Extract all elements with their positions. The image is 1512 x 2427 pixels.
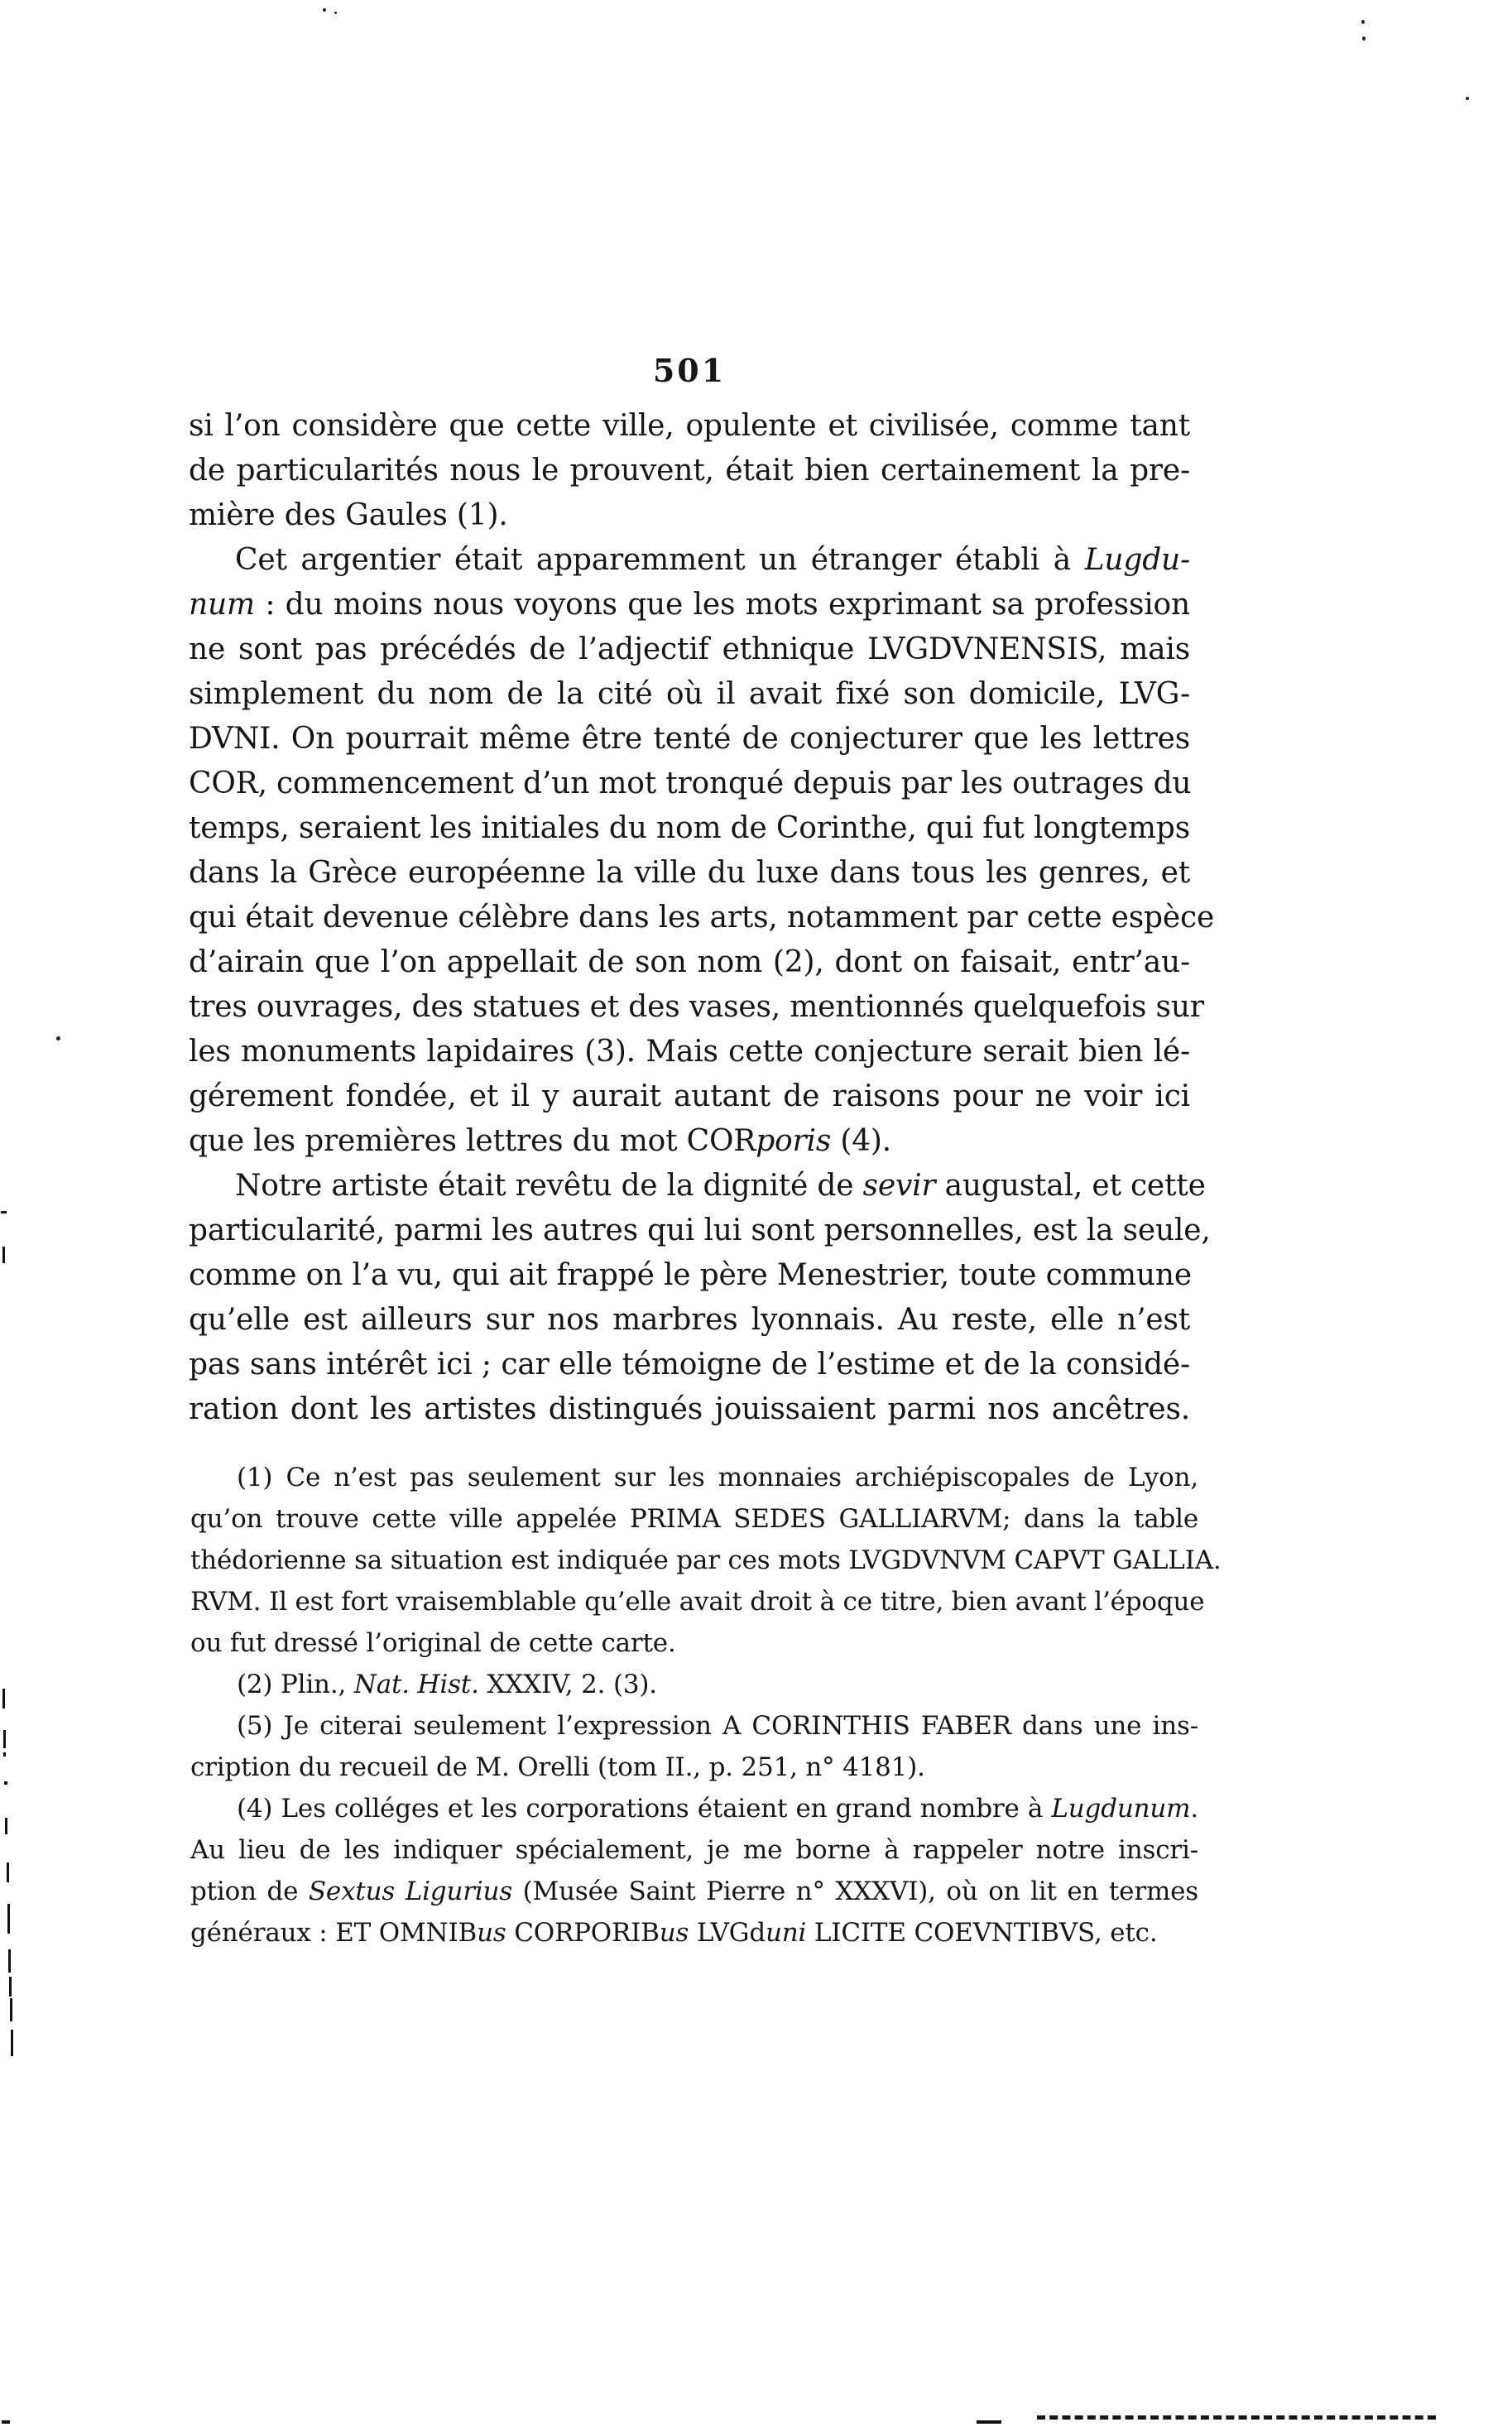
margin-mark: [11, 2030, 13, 2056]
body-line: [189, 1119, 1190, 1164]
footnote-line: ou fut dressé l’original de cette carte.: [190, 1628, 676, 1658]
text-segment: (4) Les colléges et les corporations étaient en grand nombre à: [237, 1794, 1052, 1824]
italic-segment: Sextus Ligurius: [308, 1877, 513, 1906]
margin-mark: [5, 1818, 7, 1834]
footnote-line: (1) Ce n’est pas seulement sur les monnaies archiépiscopales de Lyon,: [237, 1463, 1198, 1492]
page-number: 501: [652, 352, 727, 389]
italic-segment: num: [189, 588, 255, 622]
margin-mark: [9, 1977, 12, 1997]
footnote-line: [190, 1664, 1198, 1705]
text-segment: .: [1190, 1794, 1198, 1824]
italic-segment: poris: [756, 1124, 832, 1158]
body-line: pas sans intérêt ici ; car elle témoigne de l’estime et de la considé-: [189, 1348, 1190, 1382]
body-line: COR, commencement d’un mot tronqué depuis par les outrages du: [189, 767, 1192, 800]
italic-segment: us: [659, 1918, 689, 1948]
text-segment: (2) Plin.,: [237, 1670, 354, 1699]
margin-mark: [1, 1211, 7, 1214]
body-line: qui était devenue célèbre dans les arts, notamment par cette espèce: [189, 901, 1215, 935]
text-segment: XXXIV, 2. (3).: [478, 1670, 657, 1699]
body-line: si l’on considère que cette ville, opulente et civilisée, comme tant: [189, 409, 1190, 443]
body-line: ne sont pas précédés de l’adjectif ethnique LVGDVNENSIS, mais: [189, 632, 1190, 666]
scan-speck: [1362, 36, 1366, 41]
scan-speck: [323, 8, 326, 12]
body-line: [189, 583, 1190, 627]
text-segment: (4).: [831, 1124, 892, 1158]
margin-mark: [8, 1949, 11, 1973]
body-line: tres ouvrages, des statues et des vases, mentionnés quelquefois sur: [189, 990, 1204, 1024]
body-line: de particularités nous le prouvent, était bien certainement la pre-: [189, 454, 1190, 488]
text-segment: généraux : ET OMNIB: [190, 1918, 478, 1948]
footnote-line: [190, 1912, 1198, 1954]
body-line: comme on l’a vu, qui ait frappé le père Menestrier, toute commune: [189, 1258, 1193, 1292]
body-line: [189, 1164, 1206, 1209]
body-line: d’airain que l’on appellait de son nom (2), dont on faisait, entr’au-: [189, 945, 1190, 979]
margin-mark: [10, 1998, 12, 2021]
margin-mark: [4, 1781, 7, 1785]
text-segment: augustal, et cette: [935, 1169, 1206, 1203]
text-segment: Cet argentier était apparemment un étranger établi à: [235, 543, 1085, 577]
italic-segment: uni: [765, 1918, 807, 1948]
margin-mark: [2, 1689, 5, 1709]
text-segment: : du moins nous voyons que les mots exprimant sa profession: [254, 588, 1190, 622]
body-line: temps, seraient les initiales du nom de Corinthe, qui fut longtemps: [189, 811, 1190, 845]
text-segment: (Musée Saint Pierre n° XXXVI), où on lit en termes: [512, 1877, 1198, 1906]
scan-dash: [2, 2420, 10, 2424]
body-line: simplement du nom de la cité où il avait fixé son domicile, LVG-: [189, 677, 1190, 711]
scan-dash: [977, 2420, 1001, 2424]
footnote-line: (5) Je citerai seulement l’expression A CORINTHIS FABER dans une ins-: [237, 1711, 1198, 1741]
body-text: [189, 404, 1215, 1432]
text-segment: que les premières lettres du mot COR: [189, 1124, 756, 1158]
italic-segment: Lugdu-: [1084, 543, 1190, 577]
text-segment: ption de: [190, 1877, 309, 1906]
footnote-line: [190, 1871, 1198, 1912]
body-line: DVNI. On pourrait même être tenté de conjecturer que les lettres: [189, 722, 1190, 756]
body-line: particularité, parmi les autres qui lui sont personnelles, est la seule,: [189, 1214, 1211, 1247]
body-line: dans la Grèce européenne la ville du luxe dans tous les genres, et: [189, 856, 1190, 890]
footnote-line: [190, 1788, 1198, 1829]
scan-speck: [334, 12, 337, 14]
text-segment: Notre artiste était revêtu de la dignité de: [235, 1169, 863, 1203]
text-segment: LVGd: [689, 1918, 766, 1948]
footnote-line: thédorienne sa situation est indiquée par ces mots LVGDVNVM CAPVT GALLIA.: [190, 1545, 1222, 1575]
body-line: [189, 538, 1190, 583]
footnote-line: RVM. Il est fort vraisemblable qu’elle avait droit à ce titre, bien avant l’époque: [190, 1587, 1205, 1617]
body-line: gérement fondée, et il y aurait autant de raisons pour ne voir ici: [189, 1079, 1190, 1113]
body-line: ration dont les artistes distingués jouissaient parmi nos ancêtres.: [189, 1392, 1190, 1426]
body-line: les monuments lapidaires (3). Mais cette conjecture serait bien lé-: [189, 1035, 1190, 1069]
margin-mark: [2, 1247, 5, 1263]
italic-segment: us: [477, 1918, 506, 1948]
footnote-line: Au lieu de les indiquer spécialement, je me borne à rappeler notre inscri-: [190, 1835, 1198, 1865]
margin-mark: [7, 1862, 9, 1882]
scan-speck: [1466, 97, 1469, 100]
text-segment: CORPORIB: [506, 1918, 660, 1948]
margin-mark: [7, 1904, 10, 1934]
italic-segment: sevir: [862, 1169, 936, 1203]
scan-speck: [1361, 20, 1365, 24]
italic-segment: Nat. Hist.: [353, 1670, 479, 1699]
margin-mark: [3, 1730, 6, 1748]
scan-speck: [56, 1036, 60, 1040]
italic-segment: Lugdunum: [1051, 1794, 1191, 1824]
footnote-line: cription du recueil de M. Orelli (tom II., p. 251, n° 4181).: [190, 1752, 925, 1782]
footnotes: [190, 1457, 1222, 1954]
body-line: qu’elle est ailleurs sur nos marbres lyonnais. Au reste, elle n’est: [189, 1303, 1190, 1337]
text-segment: LICITE COEVNTIBVS, etc.: [806, 1918, 1158, 1948]
footnote-line: qu’on trouve cette ville appelée PRIMA SEDES GALLIARVM; dans la table: [190, 1504, 1198, 1534]
body-line: mière des Gaules (1).: [189, 498, 508, 532]
margin-mark: [3, 1752, 6, 1757]
scan-dashed-line: [1037, 2415, 1436, 2420]
